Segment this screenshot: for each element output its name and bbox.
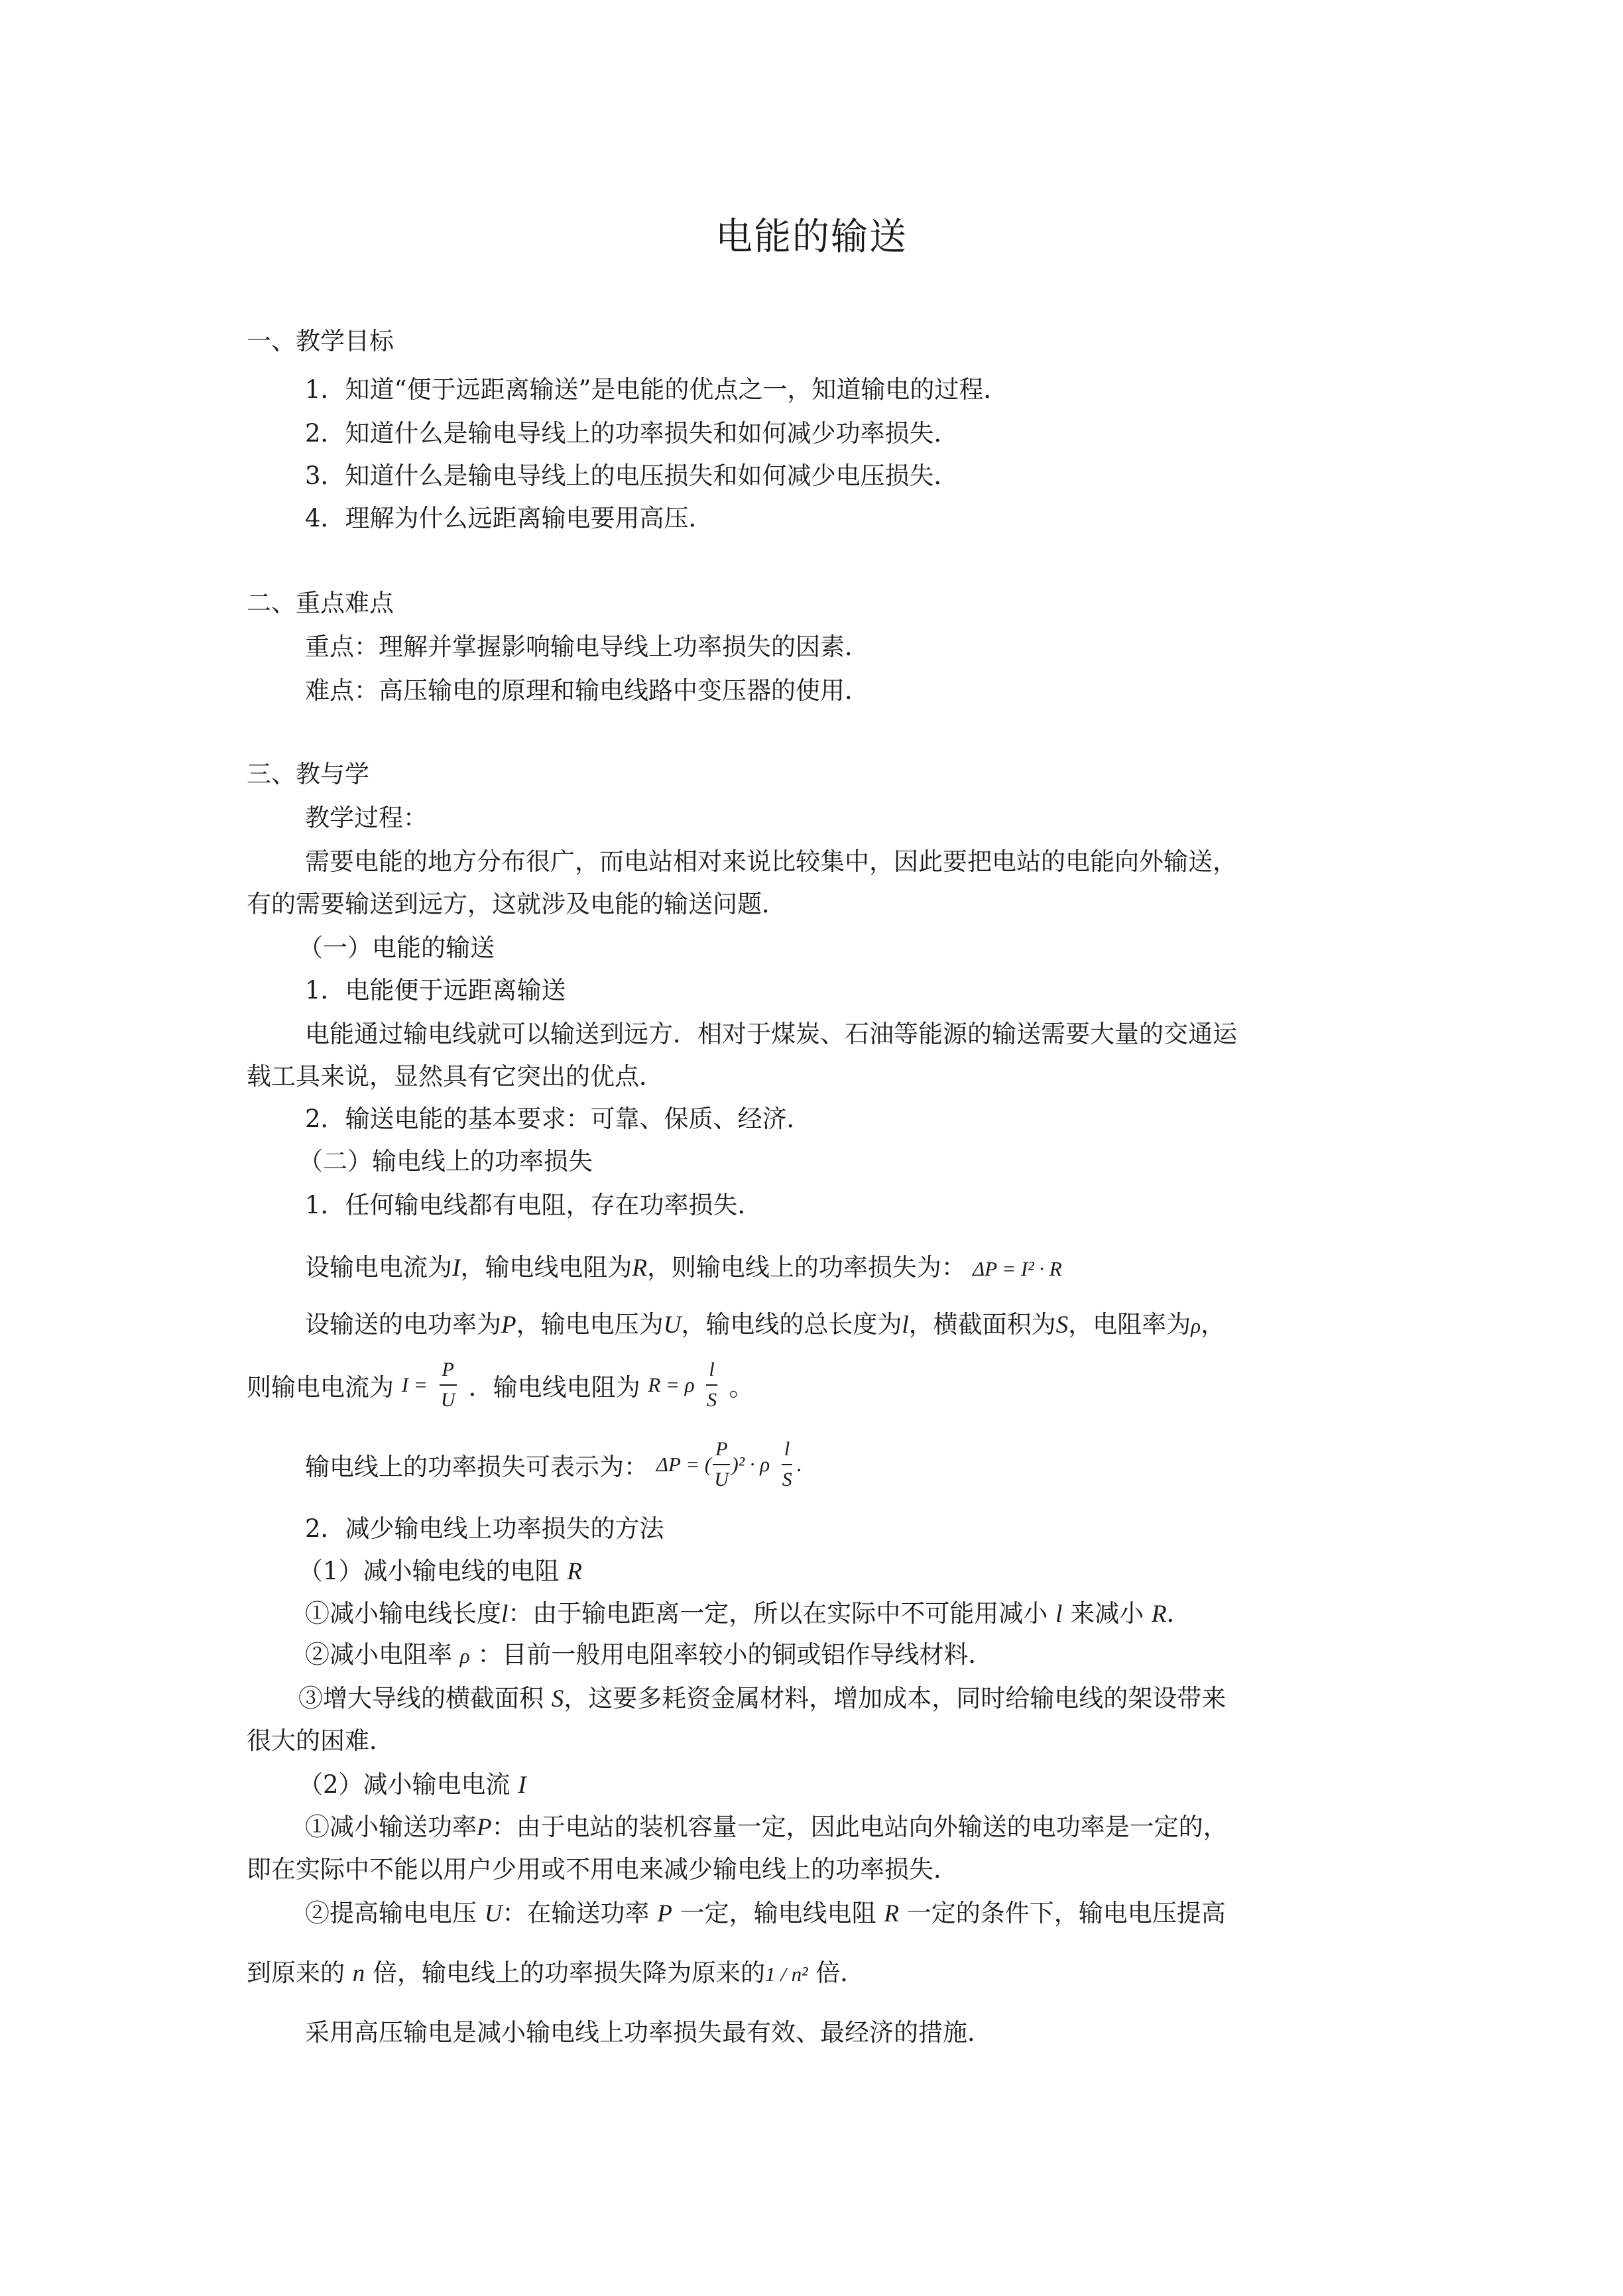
- text: ：由于输电距离一定，所以在实际中不可能用减小: [508, 1599, 1056, 1628]
- var-p: P: [477, 1814, 492, 1841]
- sub1-item-a: [305, 1595, 1191, 1633]
- part1-text-line-2: 载工具来说，显然具有它突出的优点．: [247, 1062, 664, 1091]
- var-n: n: [352, 1960, 365, 1987]
- section-heading-teaching: 三、教与学: [247, 760, 369, 788]
- text: ：目前一般用电阻率较小的铜或铝作导线材料．: [469, 1640, 993, 1669]
- text: 倍，输电线上的功率损失降为原来的: [365, 1959, 766, 1987]
- var-i: I: [452, 1254, 461, 1282]
- text: ，输电线的总长度为: [681, 1310, 902, 1339]
- sub2-heading: [298, 1766, 526, 1804]
- part2-item-2: 2．减少输电线上功率损失的方法: [305, 1514, 664, 1543]
- text: ，这要多耗资金属材料，增加成本，同时给输电线的架设带来: [564, 1684, 1227, 1713]
- intro-line-2: 有的需要输送到远方，这就涉及电能的输送问题．: [247, 890, 786, 918]
- goal-item-1: 1．知道“便于远距离输送”是电能的优点之一，知道输电的过程．: [305, 375, 1008, 404]
- var-r: R: [567, 1558, 582, 1585]
- text: ①减小输送功率: [305, 1813, 477, 1841]
- part1-heading: （一）电能的输送: [298, 934, 495, 962]
- text: ，横截面积为: [908, 1310, 1056, 1339]
- var-u: U: [484, 1900, 503, 1927]
- var-r: R: [884, 1900, 900, 1927]
- formula-lhs: ΔP = (: [656, 1453, 712, 1476]
- denominator: S: [782, 1469, 792, 1490]
- fraction-p-over-u: [713, 1437, 730, 1492]
- text: 一定，输电线电阻: [672, 1899, 884, 1927]
- var-l: l: [501, 1601, 509, 1628]
- var-r: R: [632, 1254, 647, 1282]
- formula-end: .: [796, 1453, 802, 1476]
- numerator: l: [782, 1437, 792, 1465]
- part2-item-1: 1．任何输电线都有电阻，存在功率损失．: [305, 1191, 762, 1219]
- current-resistance-formulas: [247, 1358, 754, 1412]
- sub2-item-a-line-2: 即在实际中不能以用户少用或不用电来减少输电线上的功率损失．: [247, 1855, 958, 1884]
- part1-text-line-1: 电能通过输电线就可以输送到远方．相对于煤炭、石油等能源的输送需要大量的交通运: [305, 1020, 1237, 1048]
- text: 一定的条件下，输电电压提高: [899, 1899, 1226, 1927]
- text: ：在输送功率: [502, 1899, 658, 1927]
- formula-lhs-r: R = ρ: [648, 1373, 695, 1396]
- fraction-l-over-s: [782, 1437, 792, 1492]
- part1-item-1: 1．电能便于远距离输送: [305, 976, 566, 1004]
- denominator: U: [714, 1469, 729, 1490]
- power-loss-expression: [305, 1437, 802, 1492]
- formula-lhs-i: I =: [401, 1373, 428, 1396]
- fraction-l-over-s: [706, 1358, 717, 1412]
- text: 来减小: [1062, 1599, 1152, 1628]
- setup-definition: [305, 1306, 1225, 1345]
- sub1-item-b: [305, 1636, 992, 1675]
- process-label: 教学过程：: [305, 804, 428, 832]
- var-u: U: [663, 1311, 682, 1339]
- var-s: S: [1055, 1311, 1069, 1339]
- var-i: I: [518, 1772, 526, 1799]
- section-heading-goals: 一、教学目标: [247, 327, 394, 355]
- sub2-item-b-line-2: [247, 1955, 865, 1993]
- text: 输电线上的功率损失可表示为：: [305, 1453, 648, 1481]
- goal-item-2: 2．知道什么是输电导线上的功率损失和如何减少功率损失．: [305, 419, 959, 448]
- goal-item-3: 3．知道什么是输电导线上的电压损失和如何减少电压损失．: [305, 461, 959, 490]
- var-p: P: [657, 1900, 672, 1927]
- var-s: S: [551, 1685, 564, 1713]
- part1-item-2: 2．输送电能的基本要求：可靠、保质、经济．: [305, 1105, 812, 1133]
- text: ，输电电压为: [516, 1310, 664, 1339]
- denominator: S: [707, 1389, 717, 1411]
- text: ③增大导线的横截面积: [298, 1684, 552, 1713]
- text: 则输电电流为: [247, 1373, 394, 1402]
- difficult-point: 难点：高压输电的原理和输电线路中变压器的使用．: [305, 676, 869, 705]
- sub2-item-b: [305, 1895, 1226, 1933]
- intro-line-1: 需要电能的地方分布很广，而电站相对来说比较集中，因此要把电站的电能向外输送，: [305, 847, 1237, 876]
- var-p: P: [501, 1311, 516, 1339]
- part2-heading: （二）输电线上的功率损失: [298, 1147, 593, 1176]
- sub1-item-c-line-2: 很大的困难．: [247, 1726, 394, 1755]
- text: （1）减小输电线的电阻: [298, 1557, 568, 1585]
- text: ②提高输电电压: [305, 1899, 485, 1927]
- text: 设输电电流为: [305, 1253, 452, 1282]
- text: 倍．: [808, 1959, 865, 1987]
- text: ，: [1201, 1310, 1226, 1339]
- section-heading-key-points: 二、重点难点: [247, 589, 394, 617]
- denominator: U: [440, 1389, 455, 1411]
- text: ：由于电站的装机容量一定，因此电站向外输送的电功率是一定的，: [491, 1813, 1228, 1841]
- formula-mid: )² · ρ: [731, 1453, 770, 1476]
- page-title: 电能的输送: [715, 215, 908, 259]
- text: 设输送的电功率为: [305, 1310, 501, 1339]
- power-loss-definition: [305, 1249, 1062, 1288]
- text: ，输电线电阻为: [460, 1253, 632, 1282]
- text: 到原来的: [247, 1959, 353, 1987]
- fraction-p-over-u: [440, 1358, 457, 1412]
- var-l: l: [902, 1311, 909, 1339]
- text: （2）减小输电电流: [298, 1770, 518, 1799]
- text: ①减小输电线长度: [305, 1599, 501, 1628]
- key-point: 重点：理解并掌握影响输电导线上功率损失的因素．: [305, 633, 869, 661]
- numerator: P: [713, 1437, 730, 1465]
- sub2-item-a: [305, 1809, 1228, 1846]
- var-rho: ρ: [459, 1644, 470, 1667]
- var-r: R: [1151, 1601, 1167, 1628]
- text: ②减小电阻率: [305, 1640, 460, 1669]
- var-rho: ρ: [1191, 1314, 1201, 1337]
- sub1-item-c: [298, 1680, 1226, 1718]
- text: ．: [1166, 1599, 1191, 1628]
- numerator: P: [440, 1358, 457, 1386]
- conclusion: 采用高压输电是减小输电线上功率损失最有效、最经济的措施．: [305, 2018, 992, 2047]
- var-l: l: [1055, 1601, 1063, 1628]
- fraction-one-over-n-squared: 1 / n²: [765, 1963, 808, 1986]
- text: ，则输电线上的功率损失为：: [646, 1253, 966, 1282]
- formula-power-loss: ΔP = I² · R: [972, 1257, 1062, 1280]
- sub1-heading: [298, 1553, 582, 1591]
- text: ，电阻率为: [1068, 1310, 1191, 1339]
- text: 。: [729, 1373, 754, 1402]
- goal-item-4: 4．理解为什么远距离输电要用高压．: [305, 504, 713, 532]
- numerator: l: [706, 1358, 717, 1386]
- text: ．输电线电阻为: [468, 1373, 640, 1402]
